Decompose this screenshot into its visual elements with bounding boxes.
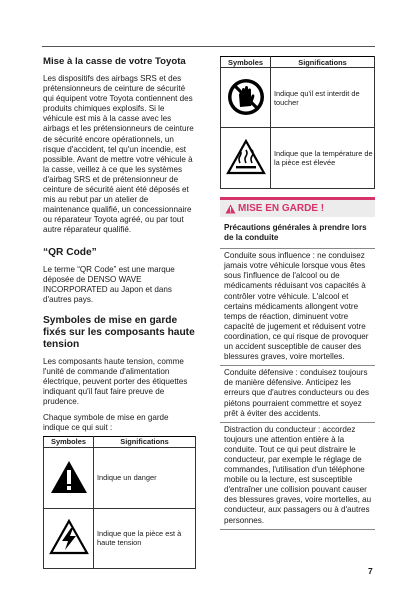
- symbol-cell: [221, 68, 271, 128]
- symbol-cell: [44, 447, 94, 508]
- table-header-meanings: Significations: [271, 57, 375, 68]
- paragraph-symbol-intro: Chaque symbole de mise en garde indique ce qui suit :: [43, 413, 169, 433]
- warning-title: MISE EN GARDE !: [238, 203, 325, 214]
- warning-header: [220, 200, 375, 217]
- heading-qr-code: “QR Code”: [43, 246, 97, 258]
- table-header-symbols: Symboles: [44, 436, 94, 447]
- meaning-cell: Indique que la pièce est à haute tension: [94, 508, 196, 568]
- paragraph-hv-components: Les composants haute tension, comme l'unité de commande d'alimentation électrique, peuvent porter des étiquettes indiquant qu'il faut faire preuve de prudence.: [43, 356, 188, 407]
- meaning-cell: Indique qu'il est interdit de toucher: [271, 68, 375, 128]
- hot-surface-icon: [226, 139, 266, 175]
- symbol-cell: [221, 128, 271, 189]
- paragraph-disposal: Les dispositifs des airbags SRS et des prétensionneurs de ceinture de sécurité qui équipent votre Toyota contiennent des produits chimiques explosifs. Si le véhicule est mis à la casse avec les airbags et les prétensionneurs de ceinture de sécurité encore opérationnels, un risque d'accident, tel qu'un incendie, est possible. Avant de mettre votre véhicule à la casse, veillez à ce que les systèmes d'airbag SRS et de prétensionneur de ceinture de sécurité aient été déposés et mis au rebut par un atelier de maintenance qualifié, un concessionnaire ou réparateur Toyota agréé, ou par tout autre réparateur qualifié.: [43, 74, 194, 235]
- table-row: [44, 508, 196, 568]
- symbol-cell: [44, 508, 94, 568]
- table-row: [44, 447, 196, 508]
- warning-item-distraction: Distraction du conducteur : accordez toujours une attention entière à la conduite. Tout ce qui peut distraire le conducteur, par exemple le réglage de commandes, l'utilisation d'un téléphone mobile ou la lecture, est susceptible d'entraîner une collision pouvant causer des blessures graves, voire mortelles, au conducteur, aux passagers ou à d'autres personnes.: [220, 422, 375, 530]
- symbols-table-right: [220, 56, 375, 189]
- warning-box: [220, 197, 375, 530]
- right-column: [220, 56, 375, 530]
- symbols-table-left: [43, 436, 196, 569]
- left-column: [43, 56, 196, 569]
- heading-disposal: Mise à la casse de votre Toyota: [43, 56, 186, 67]
- warning-item-influence: Conduite sous influence : ne conduisez jamais votre véhicule lorsque vous êtes sous l'influence de l'alcool ou de médicaments réduisant vos capacités à contrôler votre véhicule. L'alcool et certains médicaments allongent votre temps de réaction, diminuent votre capacité de jugement et réduisent votre coordination, ce qui risque de provoquer un accident susceptible de causer des blessures graves, voire mortelles.: [220, 248, 375, 365]
- top-rule: [42, 46, 375, 47]
- paragraph-qr-code: Le terme “QR Code” est une marque déposée de DENSO WAVE INCORPORATED au Japon et dans d'autres pays.: [43, 264, 175, 304]
- table-header-symbols: Symboles: [221, 57, 271, 68]
- warning-item-defensive: Conduite défensive : conduisez toujours de manière défensive. Anticipez les erreurs que d'autres conducteurs ou des piétons pourraient commettre et soyez prêt à éviter des accidents.: [220, 365, 375, 421]
- high-voltage-icon: [49, 519, 89, 555]
- warning-subtitle: Précautions générales à prendre lors de la conduite: [224, 223, 367, 243]
- do-not-touch-icon: [226, 77, 266, 117]
- table-header-meanings: Significations: [94, 436, 196, 447]
- table-row: [221, 128, 375, 189]
- heading-hv-symbols: Symboles de mise en garde fixés sur les composants haute tension: [43, 314, 195, 350]
- warning-triangle-icon: [225, 204, 236, 214]
- page-number: 7: [368, 566, 373, 576]
- meaning-cell: Indique un danger: [94, 447, 196, 508]
- danger-triangle-icon: [49, 459, 89, 495]
- meaning-cell: Indique que la température de la pièce est élevée: [271, 128, 375, 189]
- table-row: [221, 68, 375, 128]
